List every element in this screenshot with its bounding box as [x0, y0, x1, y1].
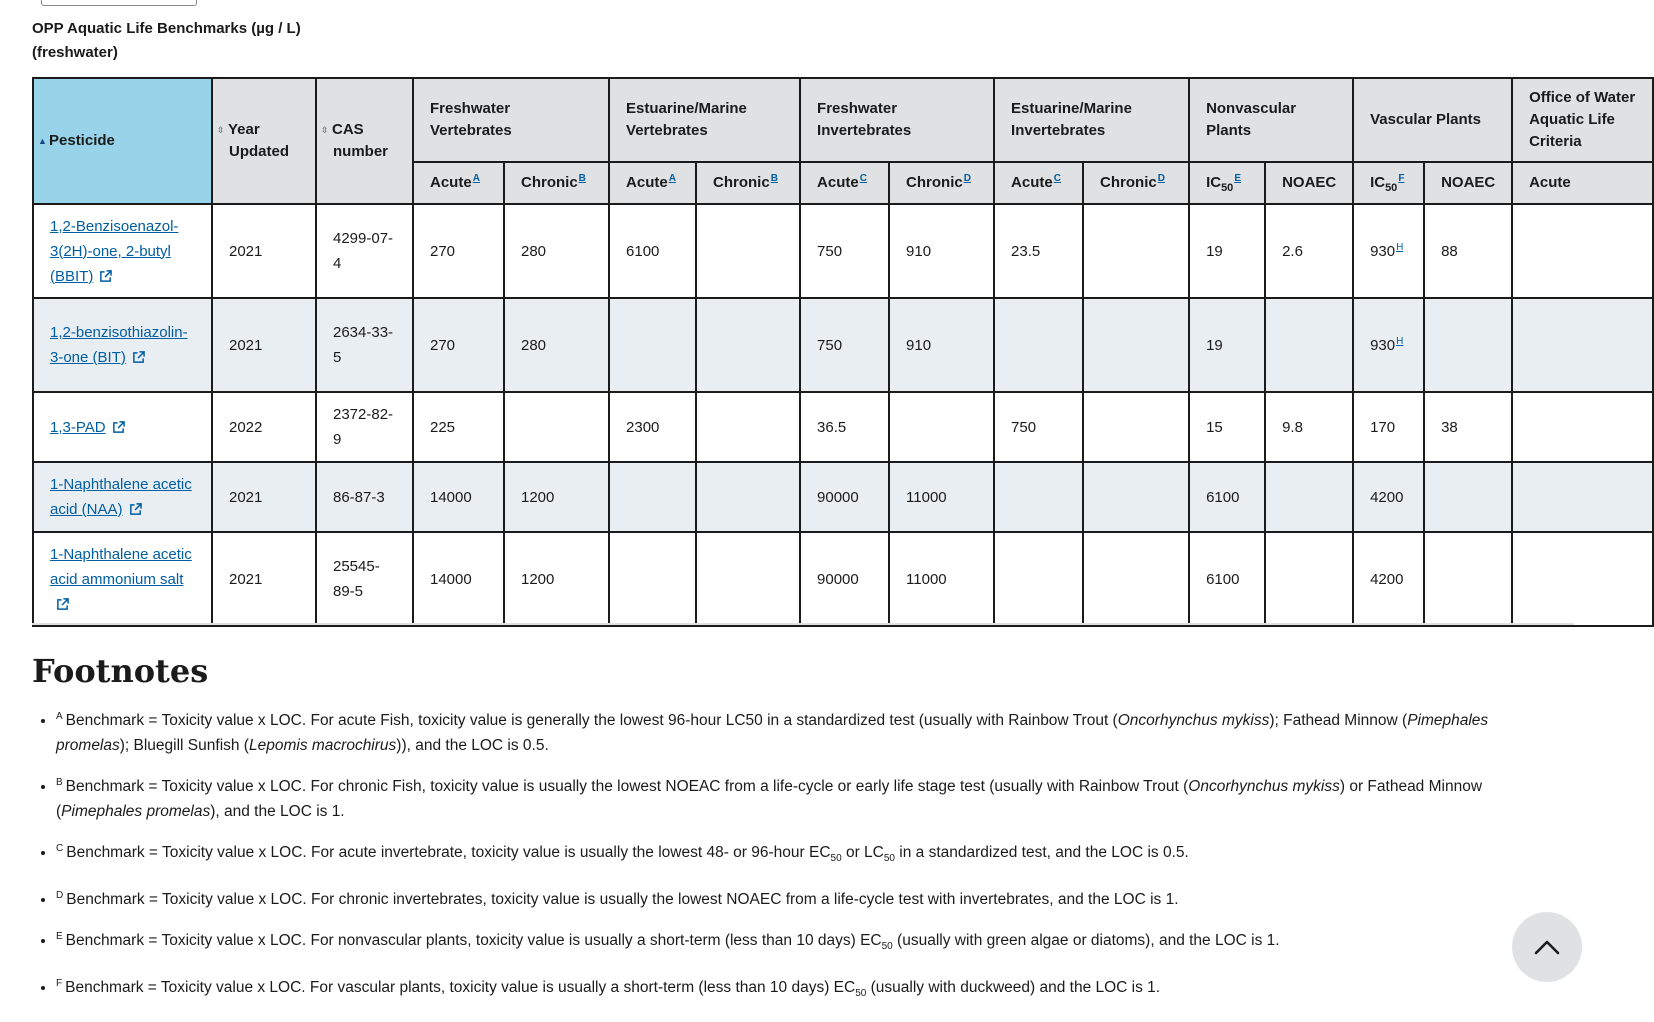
cell-fi-chronic: 11000 [889, 462, 994, 532]
cell-vp-noaec [1424, 462, 1512, 532]
footnote-link-h[interactable]: H [1396, 241, 1404, 253]
footnote-letter: B [56, 776, 63, 788]
cell-ei-chronic [1083, 392, 1189, 462]
footnote-letter: E [56, 930, 63, 942]
footnotes-list [32, 708, 1542, 1022]
subheader-fi-acute: Acute$^C$ [800, 162, 889, 204]
cell-fv-chronic [504, 392, 609, 462]
footnote-link-c[interactable]: C [859, 173, 867, 184]
pesticide-link[interactable]: 1,3-PAD [50, 419, 125, 436]
cell-nv-noaec: 2.6 [1265, 204, 1353, 298]
cell-year: 2021 [212, 204, 316, 298]
subheader-fi-chronic: Chronic$^D$ [889, 162, 994, 204]
cell-fi-acute: 90000 [800, 532, 889, 626]
subheader-nv-ic50: $IC_{50}^E$ [1189, 162, 1265, 204]
sort-ascending-icon[interactable]: ▲ [38, 136, 47, 147]
footnote-text: ), and the LOC is 1. [210, 803, 345, 820]
external-link-icon [56, 598, 69, 611]
table-row [33, 462, 1653, 532]
footnote-link-d[interactable]: D [963, 173, 971, 184]
footnote-link-b[interactable]: B [578, 173, 586, 184]
cell-ev-chronic [696, 532, 800, 626]
cell-ev-acute [609, 462, 696, 532]
cell-nv-noaec [1265, 462, 1353, 532]
subheader-ei-chronic: Chronic$^D$ [1083, 162, 1189, 204]
subscript: 50 [855, 988, 867, 1000]
table-row [33, 298, 1653, 392]
cell-vp-noaec [1424, 532, 1512, 626]
subheader-vp-noaec: NOAEC [1424, 162, 1512, 204]
pesticide-link[interactable]: 1-Naphthalene acetic acid ammonium salt [50, 546, 192, 613]
cell-ev-chronic [696, 204, 800, 298]
footnote-text: or LC [841, 844, 884, 861]
pesticide-link[interactable]: 1-Naphthalene acetic acid (NAA) [50, 476, 192, 518]
cell-fi-chronic: 11000 [889, 532, 994, 626]
footnote-text: Benchmark = Toxicity value x LOC. For vascular plants, toxicity value is usually a short-term (less than 10 days) EC [65, 979, 856, 997]
cell-ev-chronic [696, 462, 800, 532]
cell-fi-acute: 750 [800, 204, 889, 298]
cell-vp-noaec: 38 [1424, 392, 1512, 462]
cell-ow-acute [1512, 204, 1653, 298]
subscript: 50 [881, 941, 893, 953]
external-link-icon [129, 503, 142, 516]
benchmarks-table [32, 77, 1654, 627]
footnote-link-a[interactable]: A [668, 173, 676, 184]
cell-ev-acute: 2300 [609, 392, 696, 462]
footnote-text: Benchmark = Toxicity value x LOC. For acute invertebrate, toxicity value is usually the lowest 48- or 96-hour EC [66, 844, 831, 861]
cell-pesticide [33, 392, 212, 462]
pesticide-link[interactable]: 1,2-benzisothiazolin-3-one (BIT) [50, 324, 188, 366]
footnote-item [56, 887, 1542, 912]
footnote-text: (usually with green algae or diatoms), and the LOC is 1. [892, 932, 1280, 950]
cell-nv-noaec: 9.8 [1265, 392, 1353, 462]
footnote-text: in a standardized test, and the LOC is 0.5. [895, 844, 1189, 861]
subheader-ev-chronic: Chronic$^B$ [696, 162, 800, 204]
footnote-link-h[interactable]: H [1396, 335, 1404, 347]
col-header-estuarine-vertebrates: Estuarine/Marine Vertebrates [609, 78, 800, 162]
cell-fi-chronic [889, 392, 994, 462]
footnote-item [56, 928, 1542, 959]
chevron-up-icon [1534, 939, 1560, 955]
footnote-link-e[interactable]: E [1234, 173, 1241, 184]
cell-ei-chronic [1083, 204, 1189, 298]
cell-vp-ic50: 4200 [1353, 462, 1424, 532]
cell-fv-acute: 270 [413, 298, 504, 392]
cell-vp-noaec [1424, 298, 1512, 392]
footnote-letter: F [56, 978, 63, 990]
cell-ev-acute: 6100 [609, 204, 696, 298]
footnote-letter: A [56, 710, 63, 722]
footnote-text: Benchmark = Toxicity value x LOC. For chronic invertebrates, toxicity value is usually the lowest NOAEC from a life-cycle test with invertebrates, and the LOC is 1. [66, 891, 1179, 909]
footnote-text: (usually with duckweed) and the LOC is 1. [866, 979, 1161, 997]
back-to-top-button[interactable] [1512, 912, 1582, 982]
cell-nv-ic50: 6100 [1189, 532, 1265, 626]
col-header-estuarine-invertebrates: Estuarine/Marine Invertebrates [994, 78, 1189, 162]
cell-fv-chronic: 1200 [504, 532, 609, 626]
cell-ei-acute: 750 [994, 392, 1083, 462]
cell-ow-acute [1512, 392, 1653, 462]
cell-nv-ic50: 19 [1189, 298, 1265, 392]
subheader-ev-acute: Acute$^A$ [609, 162, 696, 204]
cell-ev-acute [609, 298, 696, 392]
footnote-item [56, 840, 1542, 871]
cell-nv-ic50: 15 [1189, 392, 1265, 462]
table-caption: OPP Aquatic Life Benchmarks (µg / L) (freshwater) [32, 20, 301, 61]
cell-vp-ic50: 930$^H$ [1353, 204, 1424, 298]
footnote-item [56, 975, 1542, 1006]
col-header-freshwater-vertebrates: Freshwater Vertebrates [413, 78, 609, 162]
footnote-link-c[interactable]: C [1053, 173, 1061, 184]
cell-vp-ic50: 170 [1353, 392, 1424, 462]
col-header-vascular-plants: Vascular Plants [1353, 78, 1512, 162]
cell-vp-ic50: 4200 [1353, 532, 1424, 626]
footnote-text: Benchmark = Toxicity value x LOC. For chronic Fish, toxicity value is usually the lowest NOEAC from a life-cycle or early life stage test (usually with Rainbow Trout ( [65, 778, 1189, 795]
table-scroll-container[interactable] [32, 77, 1636, 601]
footnote-text: Benchmark = Toxicity value x LOC. For nonvascular plants, toxicity value is usually a short-term (less than 10 days) EC [65, 932, 882, 950]
cell-pesticide [33, 462, 212, 532]
species-name: Lepomis macrochirus [248, 737, 397, 754]
col-header-freshwater-invertebrates: Freshwater Invertebrates [800, 78, 994, 162]
dropdown-select-stub[interactable] [41, 0, 197, 6]
sort-icon[interactable]: ⇳ [321, 125, 329, 136]
species-name: Pimephales promelas [56, 712, 1489, 754]
col-header-pesticide[interactable]: ▲ Pesticide [33, 78, 212, 204]
cell-fi-acute: 750 [800, 298, 889, 392]
footnote-text: ); Bluegill Sunfish ( [119, 737, 249, 754]
cell-fi-chronic: 910 [889, 204, 994, 298]
table-row [33, 204, 1653, 298]
cell-pesticide [33, 298, 212, 392]
subheader-ow-acute: Acute [1512, 162, 1653, 204]
species-name: Pimephales promelas [61, 803, 211, 820]
subheader-vp-ic50: $IC_{50}^F$ [1353, 162, 1424, 204]
cell-fi-acute: 36.5 [800, 392, 889, 462]
cell-nv-noaec [1265, 298, 1353, 392]
footnote-item [56, 774, 1542, 824]
cell-ow-acute [1512, 532, 1653, 626]
cell-ei-acute [994, 298, 1083, 392]
subheader-fv-acute: Acute$^A$ [413, 162, 504, 204]
cell-ev-chronic [696, 392, 800, 462]
table-row [33, 532, 1653, 626]
footnote-item [56, 708, 1542, 758]
cell-fv-acute: 270 [413, 204, 504, 298]
footnote-link-d[interactable]: D [1157, 173, 1165, 184]
footnote-link-a[interactable]: A [472, 173, 480, 184]
footnote-letter: C [56, 842, 64, 854]
cell-fv-chronic: 280 [504, 298, 609, 392]
cell-ei-acute: 23.5 [994, 204, 1083, 298]
cell-nv-ic50: 19 [1189, 204, 1265, 298]
footnote-text: ) or Fathead Minnow ( [56, 778, 1483, 820]
cell-cas: 86-87-3 [316, 462, 413, 532]
cell-ei-acute [994, 532, 1083, 626]
cell-vp-noaec: 88 [1424, 204, 1512, 298]
footnote-text: )), and the LOC is 0.5. [396, 737, 549, 754]
cell-cas: 4299-07-4 [316, 204, 413, 298]
cell-year: 2021 [212, 298, 316, 392]
cell-ev-chronic [696, 298, 800, 392]
cell-pesticide [33, 204, 212, 298]
subheader-nv-noaec: NOAEC [1265, 162, 1353, 204]
cell-vp-ic50: 930$^H$ [1353, 298, 1424, 392]
cell-ei-acute [994, 462, 1083, 532]
cell-year: 2021 [212, 462, 316, 532]
footnote-link-b[interactable]: B [770, 173, 778, 184]
cell-ow-acute [1512, 462, 1653, 532]
footnote-letter: D [56, 889, 64, 901]
species-name: Oncorhynchus mykiss [1117, 712, 1270, 729]
table-row [33, 392, 1653, 462]
cell-year: 2022 [212, 392, 316, 462]
cell-fv-chronic: 280 [504, 204, 609, 298]
cell-fi-chronic: 910 [889, 298, 994, 392]
cell-ei-chronic [1083, 462, 1189, 532]
subheader-ei-acute: Acute$^C$ [994, 162, 1083, 204]
species-name: Oncorhynchus mykiss [1188, 778, 1340, 795]
cell-nv-ic50: 6100 [1189, 462, 1265, 532]
footnote-link-f[interactable]: F [1398, 173, 1405, 184]
cell-cas: 25545-89-5 [316, 532, 413, 626]
cell-cas: 2634-33-5 [316, 298, 413, 392]
col-header-cas[interactable]: ⇳ CAS number [316, 78, 413, 204]
cell-fv-chronic: 1200 [504, 462, 609, 532]
subscript: 50 [830, 853, 842, 865]
pesticide-link[interactable]: 1,2-Benzisoenazol-3(2H)-one, 2-butyl (BBIT) [50, 217, 179, 285]
cell-nv-noaec [1265, 532, 1353, 626]
external-link-icon [132, 351, 145, 364]
cell-pesticide [33, 532, 212, 626]
subheader-fv-chronic: Chronic$^B$ [504, 162, 609, 204]
col-header-office-of-water: Office of Water Aquatic Life Criteria [1512, 78, 1653, 162]
footnotes-heading: Footnotes [32, 652, 209, 690]
cell-ev-acute [609, 532, 696, 626]
col-header-nonvascular-plants: Nonvascular Plants [1189, 78, 1353, 162]
section-divider [32, 623, 1574, 625]
external-link-icon [99, 270, 112, 283]
external-link-icon [112, 421, 125, 434]
col-header-year[interactable]: ⇳ Year Updated [212, 78, 316, 204]
footnote-text: Benchmark = Toxicity value x LOC. For acute Fish, toxicity value is generally the lowest 96-hour LC50 in a standardized test (usually with Rainbow Trout ( [65, 712, 1118, 729]
sort-icon[interactable]: ⇳ [217, 125, 225, 136]
footnote-text: ); Fathead Minnow ( [1269, 712, 1408, 729]
cell-fv-acute: 225 [413, 392, 504, 462]
cell-fv-acute: 14000 [413, 462, 504, 532]
cell-ei-chronic [1083, 298, 1189, 392]
cell-year: 2021 [212, 532, 316, 626]
cell-fi-acute: 90000 [800, 462, 889, 532]
cell-ow-acute [1512, 298, 1653, 392]
cell-fv-acute: 14000 [413, 532, 504, 626]
cell-cas: 2372-82-9 [316, 392, 413, 462]
subscript: 50 [883, 853, 895, 865]
cell-ei-chronic [1083, 532, 1189, 626]
